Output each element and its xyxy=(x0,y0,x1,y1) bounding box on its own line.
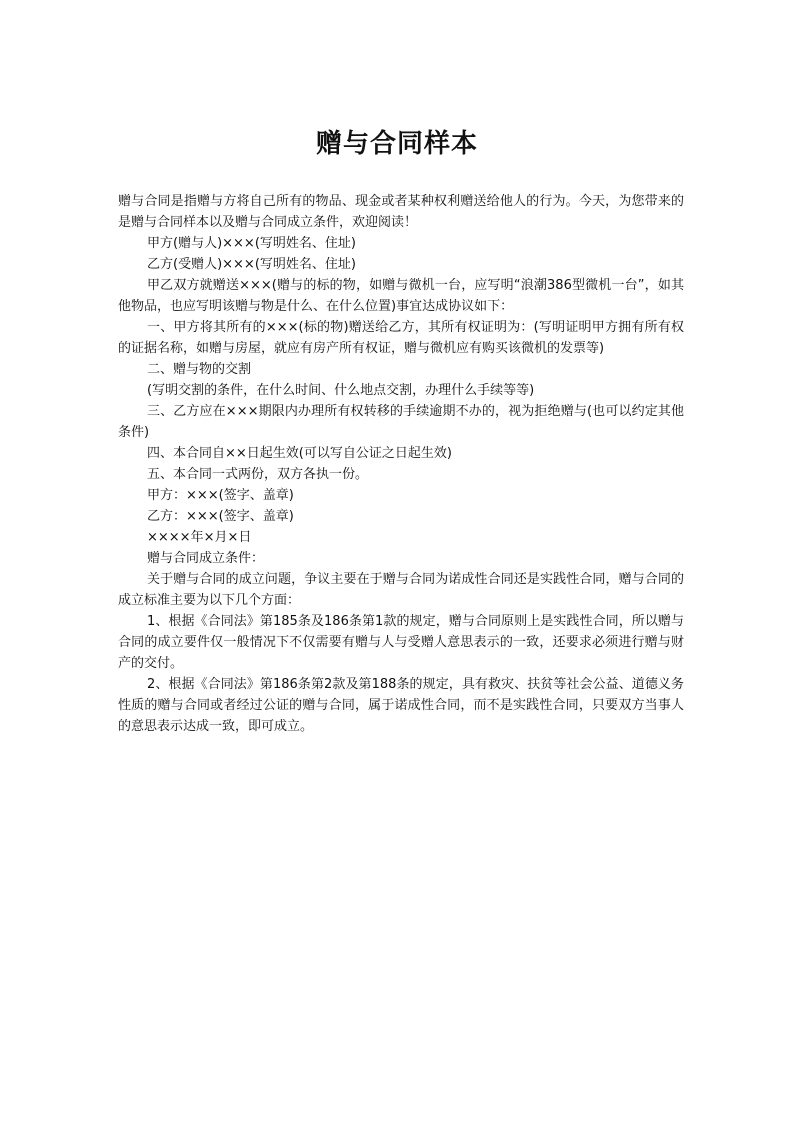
paragraph: 乙方：×××(签字、盖章) xyxy=(147,509,294,524)
paragraph: 乙方(受赠人)×××(写明姓名、住址) xyxy=(147,257,356,272)
paragraph: 赠与合同是指赠与方将自己所有的物品、现金或者某种权利赠送给他人的行为。今天，为您带来的是赠与合同样本以及赠与合同成立条件，欢迎阅读！ xyxy=(118,194,684,230)
paragraph: 甲乙双方就赠送×××(赠与的标的物，如赠与微机一台，应写明“浪潮386型微机一台”，如其他物品，也应写明该赠与物是什么、在什么位置)事宜达成协议如下： xyxy=(118,278,684,314)
paragraph: 甲方：×××(签字、盖章) xyxy=(147,488,294,503)
paragraph: 赠与合同成立条件： xyxy=(147,551,265,566)
paragraph: 五、本合同一式两份，双方各执一份。 xyxy=(147,467,369,482)
document-title: 赠与合同样本 xyxy=(315,129,478,159)
paragraph: 四、本合同自××日起生效(可以写自公证之日起生效) xyxy=(147,446,452,461)
paragraph: ××××年×月×日 xyxy=(147,530,252,545)
paragraph: 2、根据《合同法》第186条第2款及第188条的规定，具有救灾、扶贫等社会公益、道德义务性质的赠与合同或者经过公证的赠与合同，属于诺成性合同，而不是实践性合同，只要双方当事人的意思表示达成一致，即可成立。 xyxy=(118,677,684,734)
document-body xyxy=(118,191,684,737)
paragraph: 1、根据《合同法》第185条及186条第1款的规定，赠与合同原则上是实践性合同，所以赠与合同的成立要件仅一般情况下不仅需要有赠与人与受赠人意思表示的一致，还要求必须进行赠与财产的交付。 xyxy=(118,614,684,671)
paragraph: 关于赠与合同的成立问题，争议主要在于赠与合同为诺成性合同还是实践性合同，赠与合同的成立标准主要为以下几个方面： xyxy=(118,572,684,608)
paragraph: (写明交割的条件，在什么时间、什么地点交割，办理什么手续等等) xyxy=(147,383,535,398)
paragraph: 甲方(赠与人)×××(写明姓名、住址) xyxy=(147,236,356,251)
paragraph: 二、赠与物的交割 xyxy=(147,362,252,377)
paragraph: 三、乙方应在×××期限内办理所有权转移的手续逾期不办的，视为拒绝赠与(也可以约定其他条件) xyxy=(118,404,684,440)
paragraph: 一、甲方将其所有的×××(标的物)赠送给乙方，其所有权证明为：(写明证明甲方拥有所有权的证据名称，如赠与房屋，就应有房产所有权证，赠与微机应有购买该微机的发票等) xyxy=(118,320,684,356)
